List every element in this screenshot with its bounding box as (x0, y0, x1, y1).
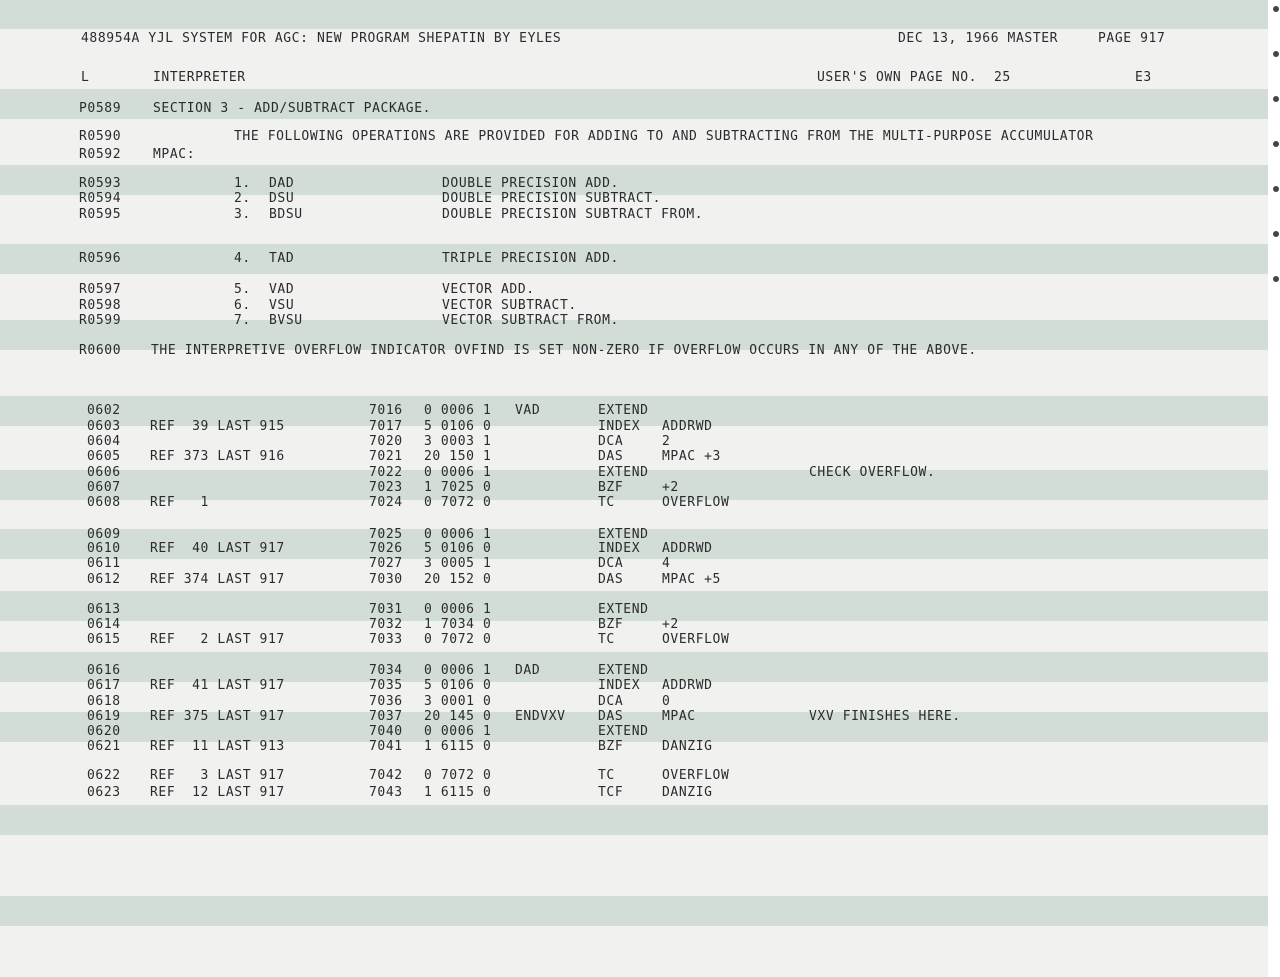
memory-address: 7026 (369, 541, 403, 556)
note-line-id: R0600 (79, 343, 122, 358)
sprocket-hole (1273, 96, 1279, 102)
code-operand: MPAC +5 (662, 572, 721, 587)
code-opcode: TC (598, 495, 615, 510)
code-opcode: EXTEND (598, 527, 649, 542)
memory-address: 7036 (369, 694, 403, 709)
operation-mnemonic: DSU (269, 191, 295, 206)
code-operand: DANZIG (662, 739, 713, 754)
code-label: DAD (515, 663, 541, 678)
cross-reference: REF 3 LAST 917 (150, 768, 285, 783)
sprocket-hole (1273, 186, 1279, 192)
code-comment: VXV FINISHES HERE. (809, 709, 961, 724)
code-opcode: TC (598, 768, 615, 783)
cross-reference: REF 12 LAST 917 (150, 785, 285, 800)
memory-address: 7043 (369, 785, 403, 800)
operation-mnemonic: TAD (269, 251, 295, 266)
memory-address: 7027 (369, 556, 403, 571)
octal-word: 1 6115 0 (424, 785, 492, 800)
operation-line-id: R0595 (79, 207, 122, 222)
cross-reference: REF 40 LAST 917 (150, 541, 285, 556)
section-line-id: P0589 (79, 101, 122, 116)
operation-description: DOUBLE PRECISION SUBTRACT FROM. (442, 207, 704, 222)
code-operand: OVERFLOW (662, 768, 730, 783)
listing-line-number: 0619 (87, 709, 121, 724)
octal-word: 20 152 0 (424, 572, 492, 587)
listing-line-number: 0606 (87, 465, 121, 480)
code-operand: 0 (662, 694, 671, 709)
operation-description: VECTOR SUBTRACT. (442, 298, 577, 313)
listing-line-number: 0616 (87, 663, 121, 678)
memory-address: 7025 (369, 527, 403, 542)
octal-word: 20 145 0 (424, 709, 492, 724)
code-opcode: BZF (598, 617, 624, 632)
code-opcode: EXTEND (598, 663, 649, 678)
code-opcode: TC (598, 632, 615, 647)
listing-line-number: 0623 (87, 785, 121, 800)
memory-address: 7033 (369, 632, 403, 647)
cross-reference: REF 11 LAST 913 (150, 739, 285, 754)
listing-line-number: 0617 (87, 678, 121, 693)
octal-word: 3 0003 1 (424, 434, 492, 449)
code-opcode: BZF (598, 480, 624, 495)
code-operand: +2 (662, 480, 679, 495)
listing-line-number: 0610 (87, 541, 121, 556)
memory-address: 7024 (369, 495, 403, 510)
listing-line-number: 0604 (87, 434, 121, 449)
operation-line-id: R0598 (79, 298, 122, 313)
operation-line-id: R0593 (79, 176, 122, 191)
memory-address: 7042 (369, 768, 403, 783)
octal-word: 3 0001 0 (424, 694, 492, 709)
code-opcode: INDEX (598, 541, 641, 556)
cross-reference: REF 39 LAST 915 (150, 419, 285, 434)
intro-text: MPAC: (153, 147, 196, 162)
cross-reference: REF 1 (150, 495, 209, 510)
sprocket-hole (1273, 6, 1279, 12)
intro-line-id: R0590 (79, 129, 122, 144)
intro-text: THE FOLLOWING OPERATIONS ARE PROVIDED FOR ADDING TO AND SUBTRACTING FROM THE MULTI-PURPOSE ACCUMULATOR (234, 129, 1094, 144)
code-operand: OVERFLOW (662, 632, 730, 647)
listing-line-number: 0615 (87, 632, 121, 647)
listing-line-number: 0614 (87, 617, 121, 632)
memory-address: 7017 (369, 419, 403, 434)
octal-word: 5 0106 0 (424, 541, 492, 556)
code-operand: MPAC +3 (662, 449, 721, 464)
operation-line-id: R0597 (79, 282, 122, 297)
code-operand: +2 (662, 617, 679, 632)
operation-description: TRIPLE PRECISION ADD. (442, 251, 619, 266)
code-opcode: DCA (598, 694, 624, 709)
job-title: 488954A YJL SYSTEM FOR AGC: NEW PROGRAM SHEPATIN BY EYLES (81, 31, 562, 46)
octal-word: 0 0006 1 (424, 602, 492, 617)
module-name: INTERPRETER (153, 70, 246, 85)
operation-number: 1. (234, 176, 251, 191)
octal-word: 1 7025 0 (424, 480, 492, 495)
memory-address: 7035 (369, 678, 403, 693)
listing-line-number: 0612 (87, 572, 121, 587)
listing-line-number: 0605 (87, 449, 121, 464)
sprocket-hole (1273, 231, 1279, 237)
octal-word: 0 0006 1 (424, 527, 492, 542)
octal-word: 1 6115 0 (424, 739, 492, 754)
memory-address: 7037 (369, 709, 403, 724)
octal-word: 0 0006 1 (424, 724, 492, 739)
code-opcode: EXTEND (598, 465, 649, 480)
octal-word: 0 7072 0 (424, 632, 492, 647)
page-number: PAGE 917 (1098, 31, 1166, 46)
operation-description: VECTOR ADD. (442, 282, 535, 297)
column-marker: L (81, 70, 90, 85)
code-label: ENDVXV (515, 709, 566, 724)
code-label: VAD (515, 403, 541, 418)
operation-mnemonic: VSU (269, 298, 295, 313)
sprocket-hole (1273, 276, 1279, 282)
users-page-number: USER'S OWN PAGE NO. 25 (817, 70, 1011, 85)
listing-line-number: 0622 (87, 768, 121, 783)
code-opcode: DCA (598, 434, 624, 449)
listing-line-number: 0613 (87, 602, 121, 617)
code-opcode: DAS (598, 449, 624, 464)
code-opcode: DAS (598, 709, 624, 724)
operation-mnemonic: BVSU (269, 313, 303, 328)
code-operand: MPAC (662, 709, 696, 724)
operation-number: 6. (234, 298, 251, 313)
code-opcode: EXTEND (598, 724, 649, 739)
octal-word: 0 7072 0 (424, 495, 492, 510)
intro-line-id: R0592 (79, 147, 122, 162)
code-operand: 2 (662, 434, 671, 449)
operation-mnemonic: DAD (269, 176, 295, 191)
code-operand: OVERFLOW (662, 495, 730, 510)
sprocket-hole (1273, 51, 1279, 57)
operation-line-id: R0596 (79, 251, 122, 266)
memory-address: 7020 (369, 434, 403, 449)
memory-address: 7030 (369, 572, 403, 587)
code-opcode: INDEX (598, 419, 641, 434)
section-heading: SECTION 3 - ADD/SUBTRACT PACKAGE. (153, 101, 432, 116)
cross-reference: REF 41 LAST 917 (150, 678, 285, 693)
octal-word: 20 150 1 (424, 449, 492, 464)
octal-word: 5 0106 0 (424, 678, 492, 693)
code-operand: ADDRWD (662, 678, 713, 693)
memory-address: 7041 (369, 739, 403, 754)
operation-number: 7. (234, 313, 251, 328)
octal-word: 0 0006 1 (424, 663, 492, 678)
operation-line-id: R0599 (79, 313, 122, 328)
listing-line-number: 0618 (87, 694, 121, 709)
listing-line-number: 0602 (87, 403, 121, 418)
listing-line-number: 0611 (87, 556, 121, 571)
octal-word: 1 7034 0 (424, 617, 492, 632)
sprocket-hole (1273, 141, 1279, 147)
memory-address: 7022 (369, 465, 403, 480)
code-operand: ADDRWD (662, 419, 713, 434)
code-opcode: EXTEND (598, 602, 649, 617)
operation-number: 2. (234, 191, 251, 206)
memory-address: 7021 (369, 449, 403, 464)
memory-address: 7016 (369, 403, 403, 418)
code-opcode: EXTEND (598, 403, 649, 418)
memory-address: 7031 (369, 602, 403, 617)
code-opcode: DAS (598, 572, 624, 587)
octal-word: 5 0106 0 (424, 419, 492, 434)
memory-address: 7034 (369, 663, 403, 678)
listing-line-number: 0621 (87, 739, 121, 754)
operation-mnemonic: VAD (269, 282, 295, 297)
octal-word: 3 0005 1 (424, 556, 492, 571)
cross-reference: REF 373 LAST 916 (150, 449, 285, 464)
operation-number: 5. (234, 282, 251, 297)
code-operand: ADDRWD (662, 541, 713, 556)
operation-mnemonic: BDSU (269, 207, 303, 222)
octal-word: 0 0006 1 (424, 465, 492, 480)
operation-number: 3. (234, 207, 251, 222)
memory-address: 7023 (369, 480, 403, 495)
page-code: E3 (1135, 70, 1152, 85)
overflow-note: THE INTERPRETIVE OVERFLOW INDICATOR OVFIND IS SET NON-ZERO IF OVERFLOW OCCURS IN ANY OF THE ABOVE. (151, 343, 977, 358)
code-opcode: DCA (598, 556, 624, 571)
code-operand: 4 (662, 556, 671, 571)
listing-line-number: 0608 (87, 495, 121, 510)
code-opcode: TCF (598, 785, 624, 800)
code-opcode: INDEX (598, 678, 641, 693)
listing-line-number: 0603 (87, 419, 121, 434)
date-master: DEC 13, 1966 MASTER (898, 31, 1059, 46)
operation-line-id: R0594 (79, 191, 122, 206)
listing-line-number: 0609 (87, 527, 121, 542)
cross-reference: REF 2 LAST 917 (150, 632, 285, 647)
operation-description: DOUBLE PRECISION ADD. (442, 176, 619, 191)
memory-address: 7032 (369, 617, 403, 632)
cross-reference: REF 374 LAST 917 (150, 572, 285, 587)
octal-word: 0 7072 0 (424, 768, 492, 783)
operation-number: 4. (234, 251, 251, 266)
operation-description: VECTOR SUBTRACT FROM. (442, 313, 619, 328)
tractor-feed-edge (1268, 0, 1280, 977)
code-operand: DANZIG (662, 785, 713, 800)
code-opcode: BZF (598, 739, 624, 754)
listing-line-number: 0620 (87, 724, 121, 739)
memory-address: 7040 (369, 724, 403, 739)
octal-word: 0 0006 1 (424, 403, 492, 418)
listing-line-number: 0607 (87, 480, 121, 495)
operation-description: DOUBLE PRECISION SUBTRACT. (442, 191, 662, 206)
cross-reference: REF 375 LAST 917 (150, 709, 285, 724)
code-comment: CHECK OVERFLOW. (809, 465, 936, 480)
